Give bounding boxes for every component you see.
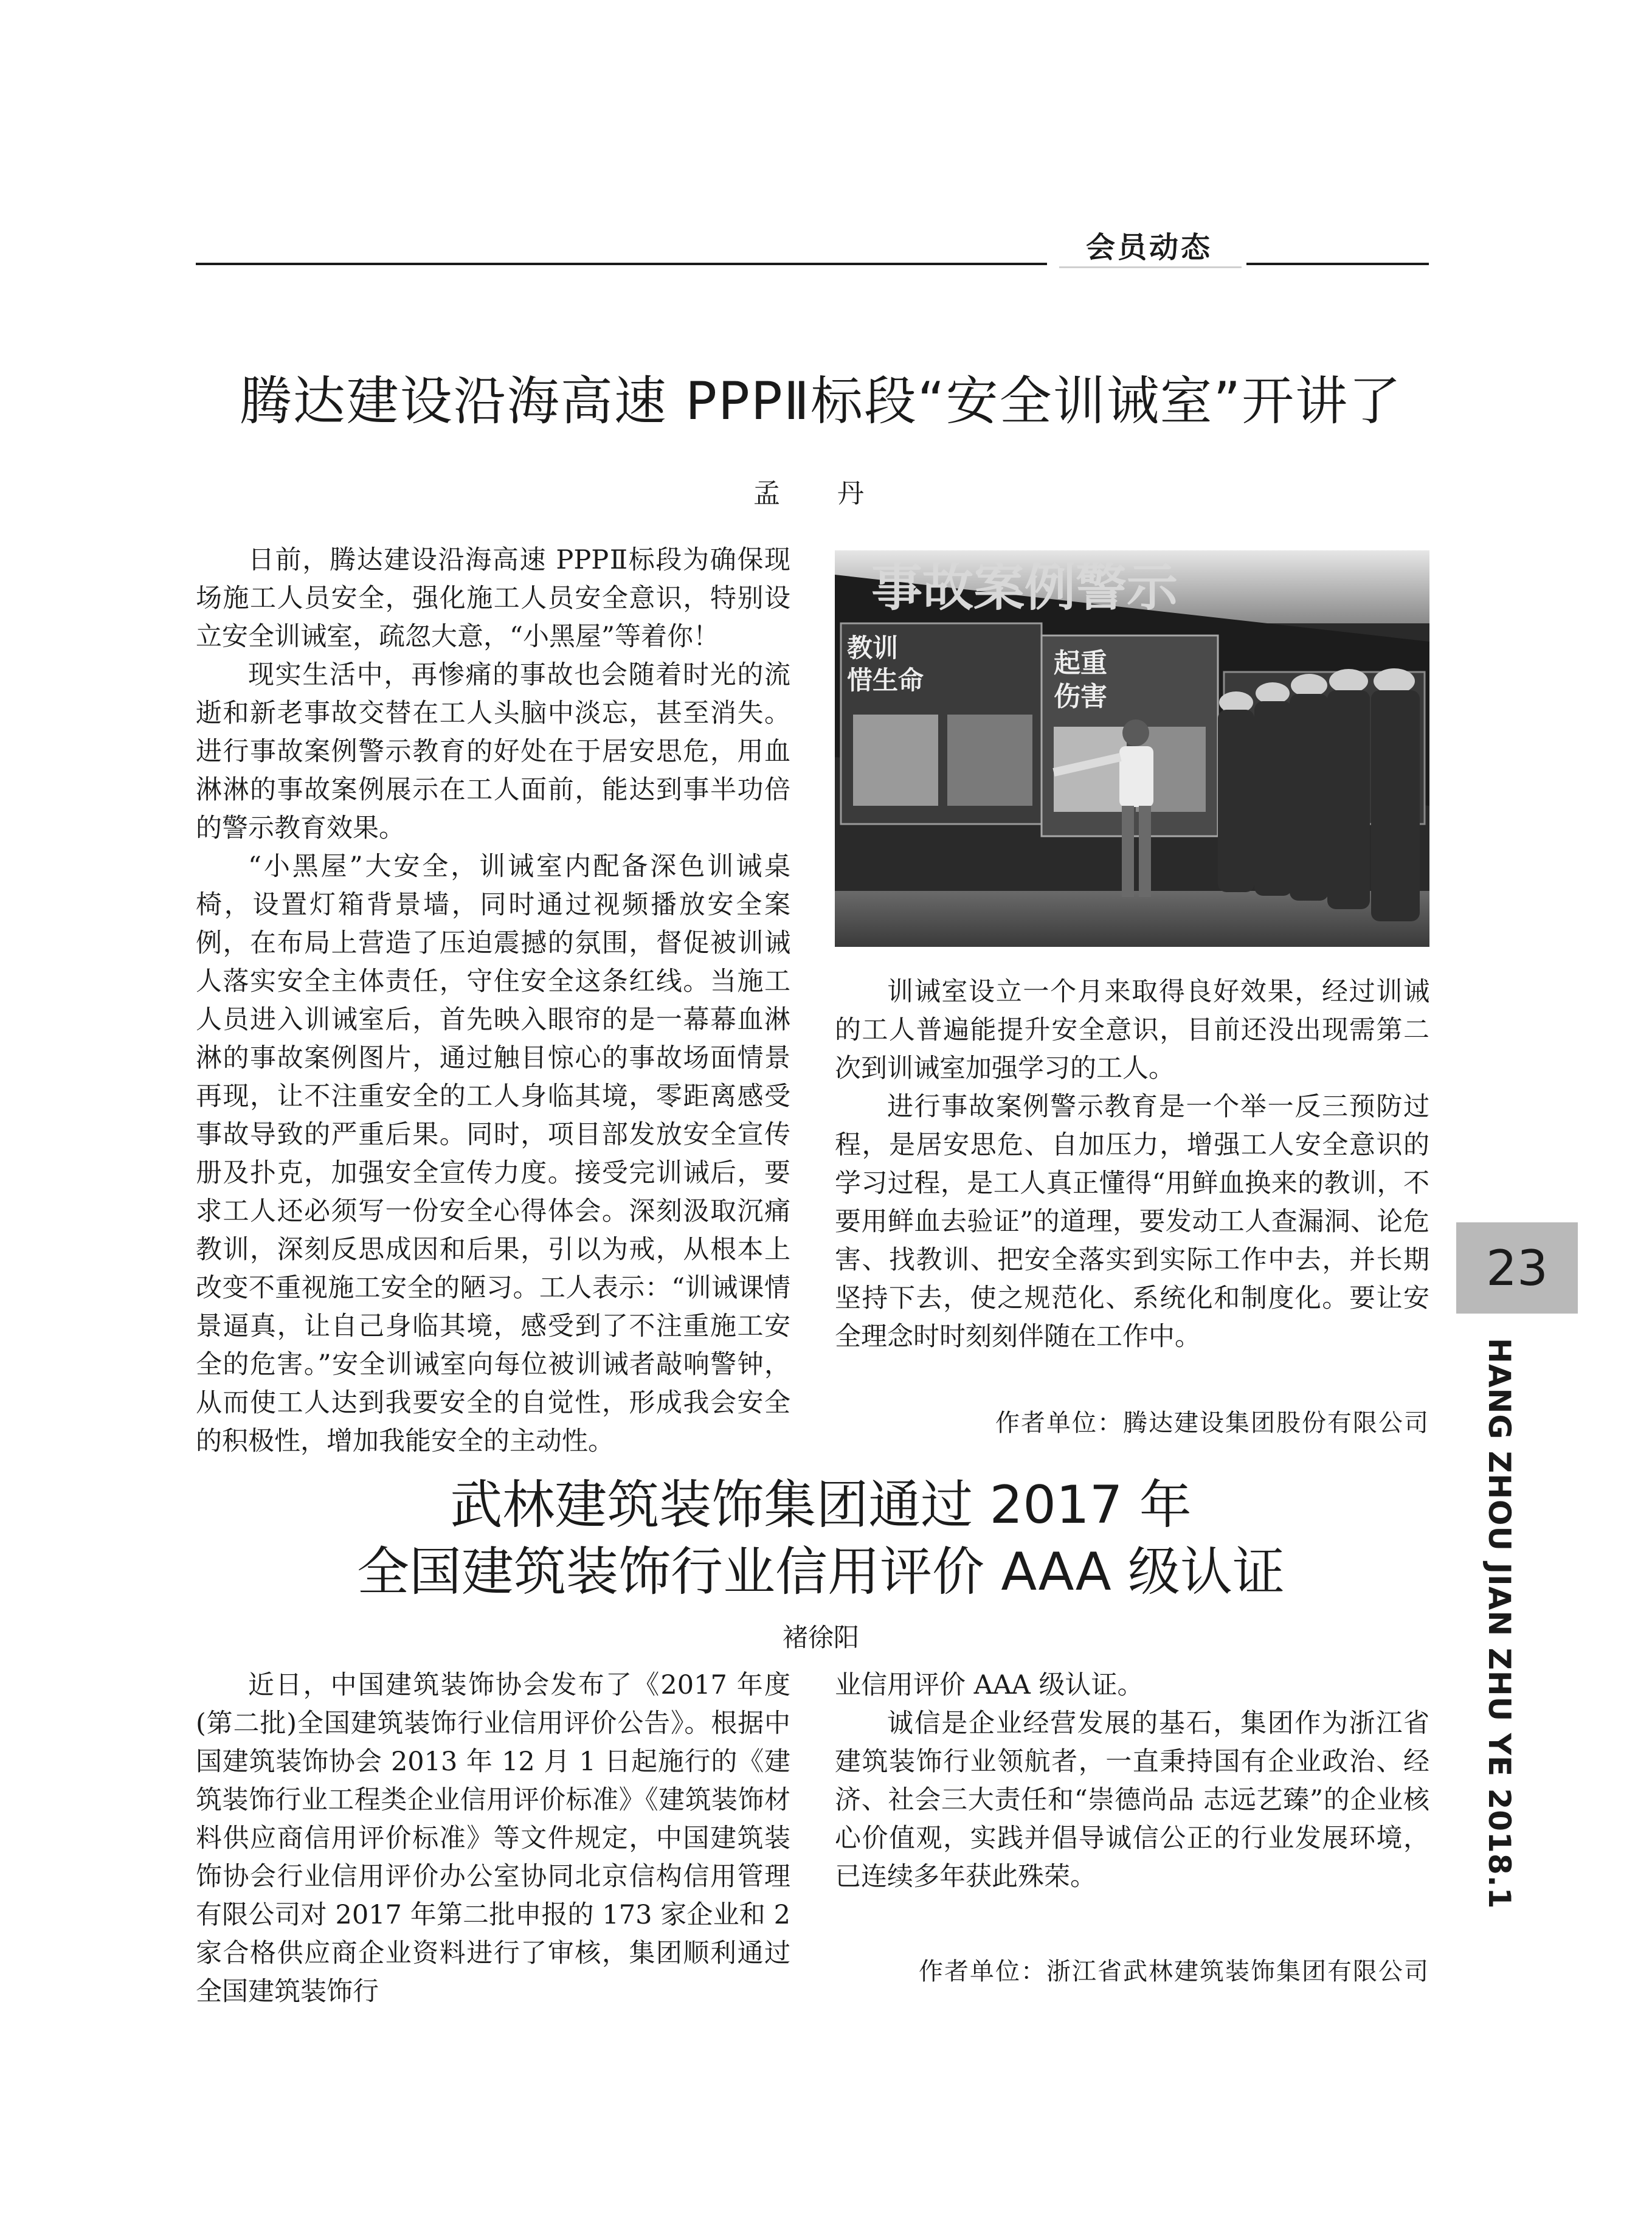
paragraph: 诚信是企业经营发展的基石，集团作为浙江省建筑装饰行业领航者，一直秉持国有企业政治、经济、社会三大责任和“崇德尚品 志远艺臻”的企业核心价值观，实践并倡导诚信公正的行业发展环境，已连续多年获此殊荣。 xyxy=(835,1708,1429,1892)
workers-group xyxy=(1218,668,1420,921)
article2-byline: 作者单位：浙江省武林建筑装饰集团有限公司 xyxy=(919,1958,1429,1986)
article1-author: 孟 丹 xyxy=(753,478,888,509)
article1-byline: 作者单位：腾达建设集团股份有限公司 xyxy=(995,1409,1429,1437)
header-rule-left xyxy=(196,263,1047,265)
article1-column-left xyxy=(196,541,790,1461)
article2-column-left xyxy=(196,1666,790,2011)
paragraph: 近日，中国建筑装饰协会发布了《2017 年度(第二批)全国建筑装饰行业信用评价公告》。根据中国建筑装饰协会 2013 年 12 月 1 日起施行的《建筑装饰行业工程类企业信用评价标准》《建筑装饰材料供应商信用评价标准》等文件规定，中国建筑装饰协会行业信用评价办公室协同北京信构信用管理有限公司对 2017 年第二批申报的 173 家企业和 2 家合格供应商企业资料进行了审核，集团顺利通过全国建筑装饰行 xyxy=(196,1670,790,2007)
article1-column-right xyxy=(835,973,1429,1356)
paragraph: 日前，腾达建设沿海高速 PPPⅡ标段为确保现场施工人员安全，强化施工人员安全意识，特别设立安全训诫室，疏忽大意，“小黑屋”等着你！ xyxy=(196,545,790,652)
photo-board-text: 伤害 xyxy=(1054,681,1107,712)
article2-title xyxy=(182,1472,1459,1605)
paragraph-continued: 业信用评价 AAA 级认证。 xyxy=(835,1670,1144,1700)
magazine-vertical-title: HANG ZHOU JIAN ZHU YE 2018.1 xyxy=(1482,1338,1517,1910)
article1-title: 腾达建设沿海高速 PPPⅡ标段“安全训诫室”开讲了 xyxy=(239,371,1403,432)
photo-board-text: 惜生命 xyxy=(847,665,924,695)
article2-title-line2: 全国建筑装饰行业信用评价 AAA 级认证 xyxy=(357,1542,1285,1602)
section-tag-underline xyxy=(1059,266,1242,268)
paragraph: “小黑屋”大安全，训诫室内配备深色训诫桌椅，设置灯箱背景墙，同时通过视频播放安全案例，在布局上营造了压迫震撼的氛围，督促被训诫人落实安全主体责任，守住安全这条红线。当施工人员进入训诫室后，首先映入眼帘的是一幕幕血淋淋的事故案例图片，通过触目惊心的事故场面情景再现，让不注重安全的工人身临其境，零距离感受事故导致的严重后果。同时，项目部发放安全宣传册及扑克，加强安全宣传力度。接受完训诫后，要求工人还必须写一份安全心得体会。深刻汲取沉痛教训，深刻反思成因和后果，引以为戒，从根本上改变不重视施工安全的陋习。工人表示：“训诫课情景逼真，让自己身临其境，感受到了不注重施工安全的危害。”安全训诫室向每位被训诫者敲响警钟，从而使工人达到我要安全的自觉性，形成我会安全的积极性，增加我能安全的主动性。 xyxy=(196,851,790,1456)
photo-board-text: 起重 xyxy=(1054,648,1107,679)
paragraph: 进行事故案例警示教育是一个举一反三预防过程，是居安思危、自加压力，增强工人安全意识的学习过程，是工人真正懂得“用鲜血换来的教训，不要用鲜血去验证”的道理，要发动工人查漏洞、论危害、找教训、把安全落实到实际工作中去，并长期坚持下去，使之规范化、系统化和制度化。要让安全理念时时刻刻伴随在工作中。 xyxy=(835,1092,1429,1352)
page-number-tab: 23 xyxy=(1456,1222,1578,1314)
section-tag: 会员动态 xyxy=(1085,230,1212,265)
article2-author: 褚徐阳 xyxy=(782,1623,859,1652)
article2-column-right xyxy=(835,1666,1429,1896)
article2-title-line1: 武林建筑装饰集团通过 2017 年 xyxy=(450,1475,1192,1536)
header-rule-right xyxy=(1246,263,1429,265)
article-photo xyxy=(835,550,1429,947)
paragraph: 训诫室设立一个月来取得良好效果，经过训诫的工人普遍能提升安全意识，目前还没出现需第二次到训诫室加强学习的工人。 xyxy=(835,977,1429,1084)
photo-illustration xyxy=(835,550,1429,947)
paragraph: 现实生活中，再惨痛的事故也会随着时光的流逝和新老事故交替在工人头脑中淡忘，甚至消失。进行事故案例警示教育的好处在于居安思危，用血淋淋的事故案例展示在工人面前，能达到事半功倍的警示教育效果。 xyxy=(196,660,790,843)
photo-banner-text: 事故案例警示 xyxy=(871,558,1178,617)
photo-board-text: 教训 xyxy=(847,633,899,663)
